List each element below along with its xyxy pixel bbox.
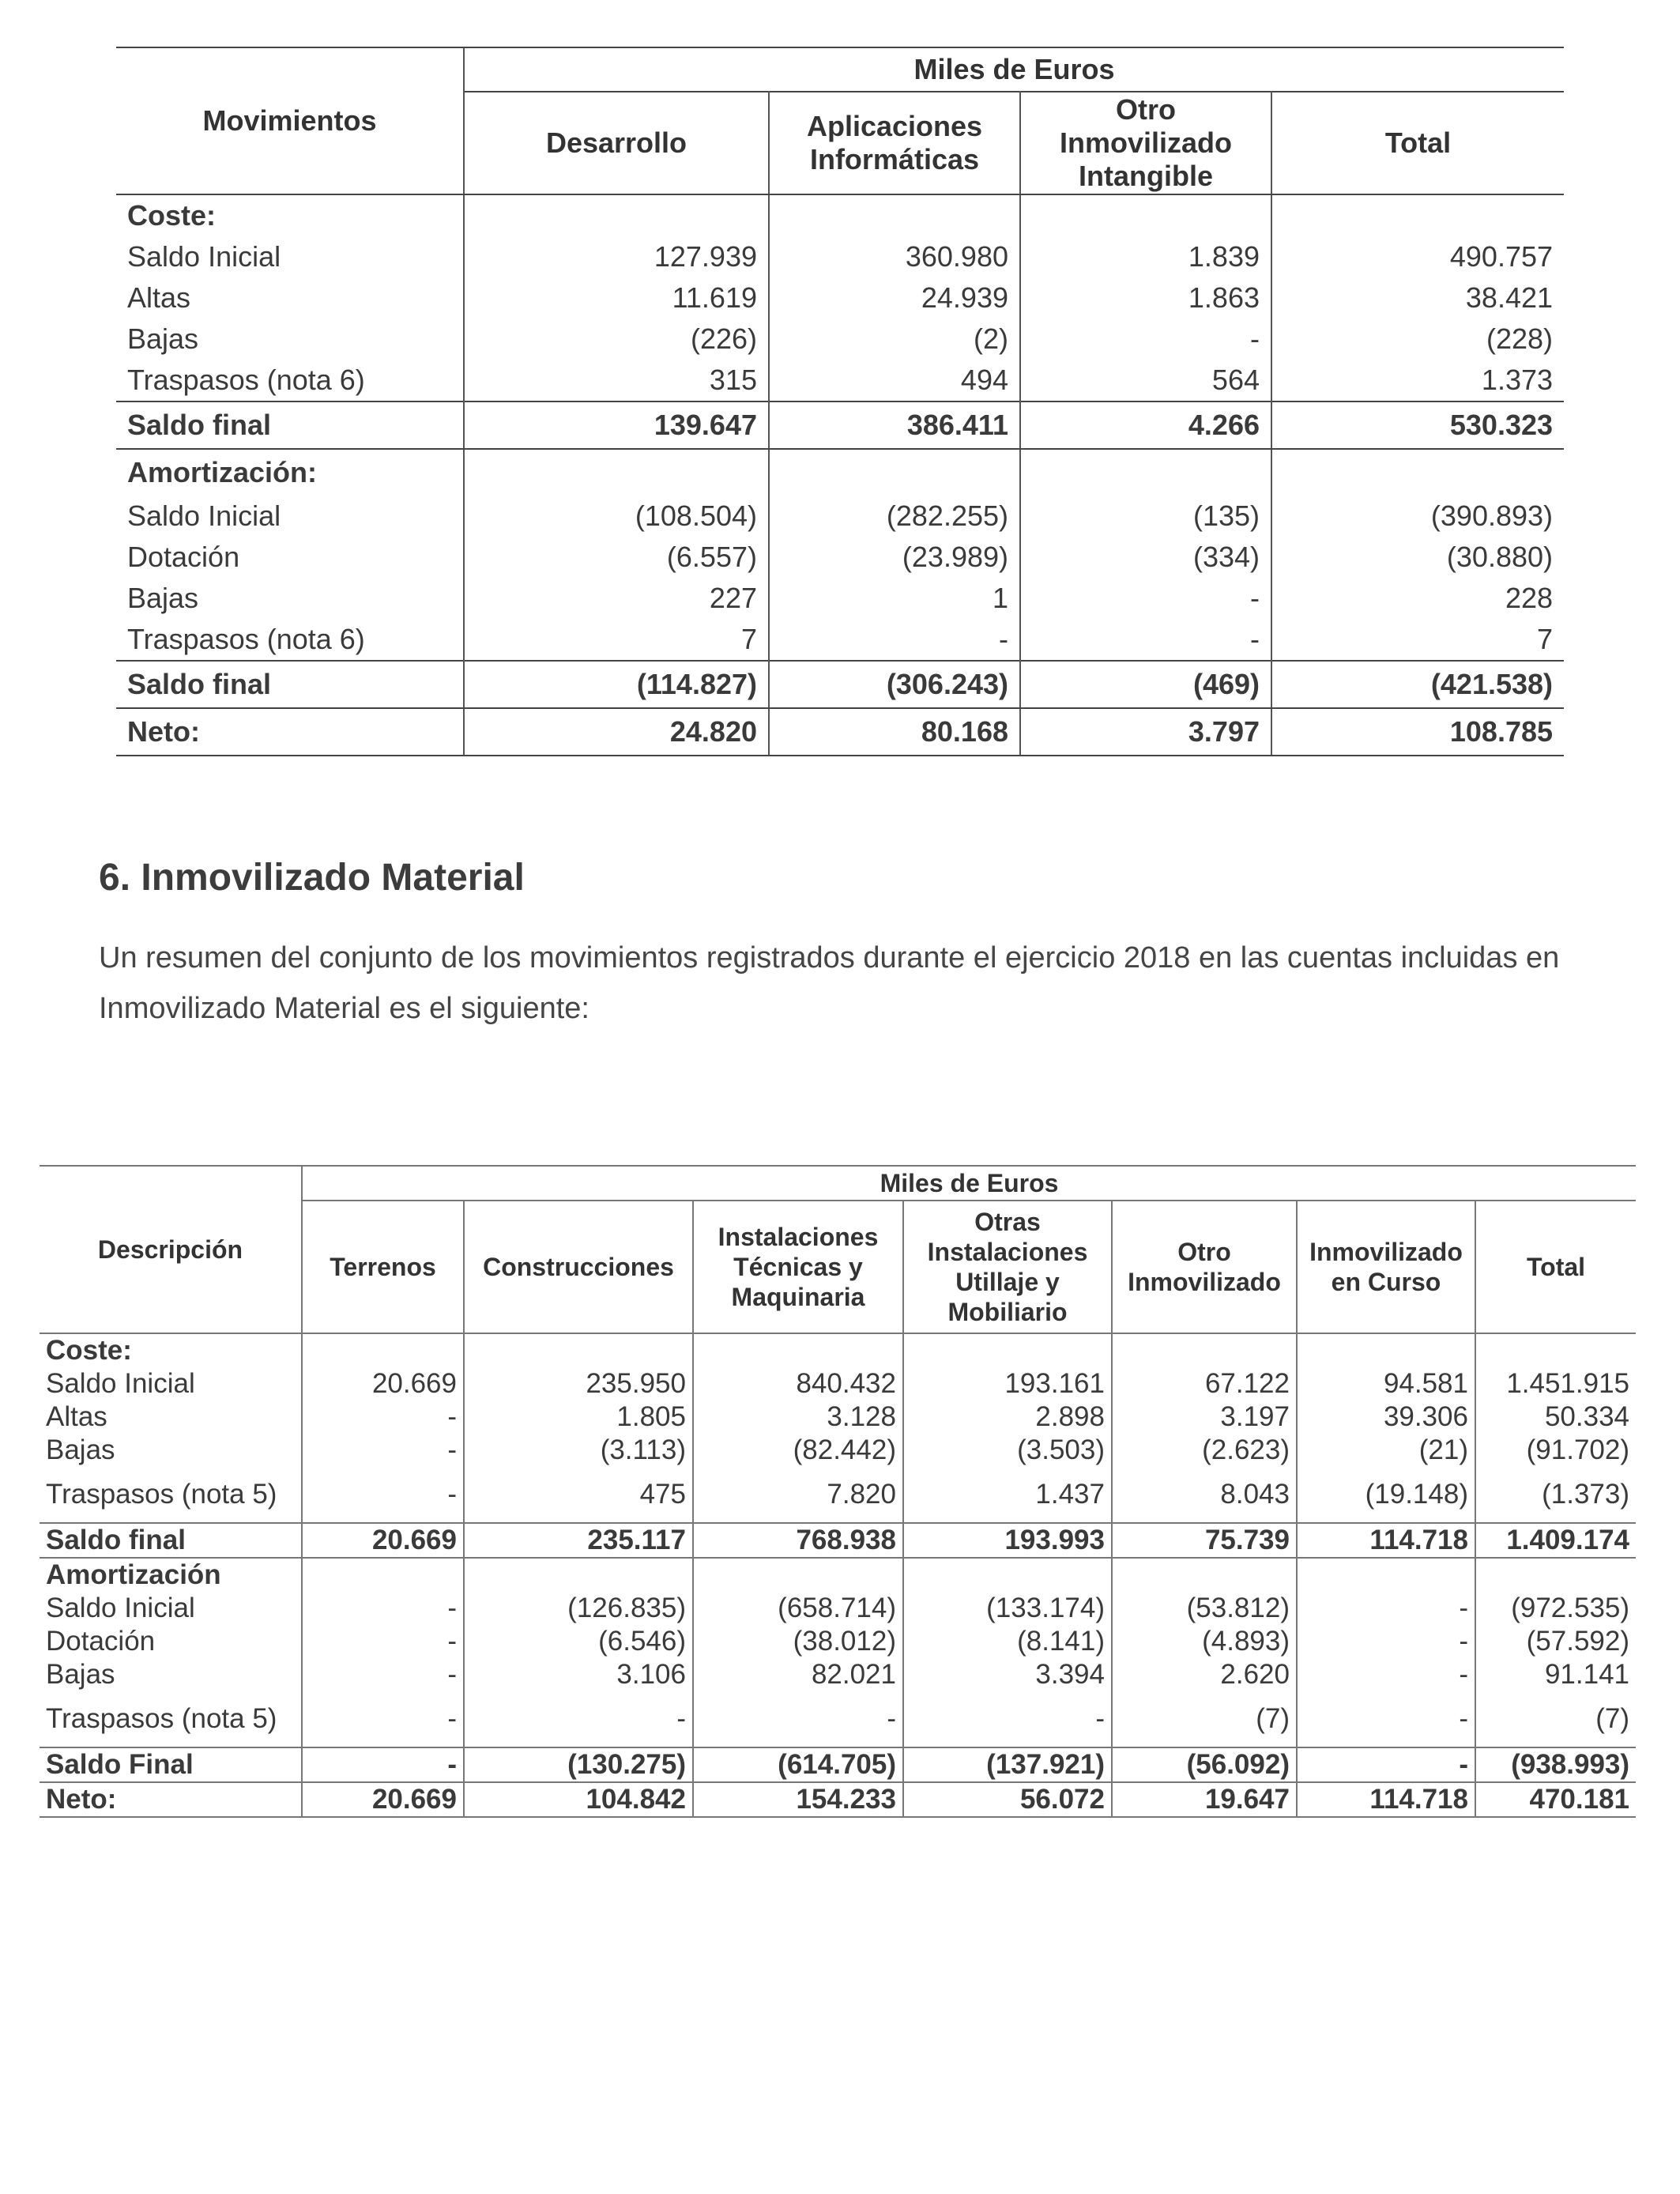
cell: - <box>302 1691 464 1747</box>
cell: 154.233 <box>693 1782 903 1817</box>
col-header-terrenos: Terrenos <box>302 1201 464 1333</box>
cell: 24.820 <box>464 708 769 756</box>
col-header-otro: Otro Inmovilizado Intangible <box>1020 92 1271 194</box>
col-header-instalaciones: Instalaciones Técnicas y Maquinaria <box>693 1201 903 1333</box>
cell: - <box>1297 1592 1475 1625</box>
cell: 114.718 <box>1297 1523 1475 1558</box>
table-row-total <box>116 708 1564 756</box>
cell: - <box>302 1467 464 1523</box>
row-label: Amortización <box>46 1559 221 1590</box>
col-header-total: Total <box>1475 1201 1636 1333</box>
cell: (82.442) <box>693 1434 903 1467</box>
cell: 2.620 <box>1112 1658 1297 1691</box>
cell: 768.938 <box>693 1523 903 1558</box>
table-row-subtotal <box>116 401 1564 449</box>
cell: 20.669 <box>302 1367 464 1400</box>
cell: 7 <box>1271 619 1564 661</box>
cell: 3.128 <box>693 1400 903 1434</box>
cell: (38.012) <box>693 1625 903 1658</box>
row-label: Saldo Inicial <box>46 1368 195 1399</box>
cell: - <box>1020 319 1271 360</box>
table-row <box>40 1625 1636 1658</box>
cell: (2.623) <box>1112 1434 1297 1467</box>
cell: (91.702) <box>1475 1434 1636 1467</box>
cell: 530.323 <box>1271 401 1564 449</box>
cell: 8.043 <box>1112 1467 1297 1523</box>
row-label: Bajas <box>127 582 199 614</box>
cell: 24.939 <box>769 277 1020 319</box>
cell: 1.805 <box>464 1400 693 1434</box>
cell: (133.174) <box>903 1592 1112 1625</box>
cell: (137.921) <box>903 1747 1112 1782</box>
row-label: Traspasos (nota 5) <box>46 1479 277 1510</box>
cell: (2) <box>769 319 1020 360</box>
cell: (1.373) <box>1475 1467 1636 1523</box>
row-label: Saldo Inicial <box>127 240 281 273</box>
cell: - <box>1297 1691 1475 1747</box>
cell: - <box>464 1691 693 1747</box>
cell: (6.546) <box>464 1625 693 1658</box>
table-row-subtotal <box>40 1523 1636 1558</box>
cell: 235.117 <box>464 1523 693 1558</box>
cell: (108.504) <box>464 496 769 537</box>
cell: 2.898 <box>903 1400 1112 1434</box>
row-label: Coste: <box>46 1335 132 1366</box>
row-label: Bajas <box>127 322 199 355</box>
cell: 3.106 <box>464 1658 693 1691</box>
cell: 235.950 <box>464 1367 693 1400</box>
col-header-construcciones: Construcciones <box>464 1201 693 1333</box>
cell: (6.557) <box>464 537 769 578</box>
cell: (3.503) <box>903 1434 1112 1467</box>
row-label: Saldo Inicial <box>127 499 281 532</box>
table-row-total <box>40 1782 1636 1817</box>
row-label: Neto: <box>40 1782 302 1817</box>
cell: 67.122 <box>1112 1367 1297 1400</box>
cell: 227 <box>464 578 769 619</box>
cell: 3.394 <box>903 1658 1112 1691</box>
cell: 360.980 <box>769 236 1020 277</box>
cell: 20.669 <box>302 1782 464 1817</box>
cell: - <box>302 1625 464 1658</box>
table-row <box>40 1592 1636 1625</box>
row-label: Saldo final <box>40 1523 302 1558</box>
col-header-aplicaciones: Aplicaciones Informáticas <box>769 92 1020 194</box>
cell: - <box>1020 578 1271 619</box>
table-row <box>116 496 1564 537</box>
cell: (4.893) <box>1112 1625 1297 1658</box>
row-label: Traspasos (nota 6) <box>127 364 365 396</box>
row-label: Saldo Final <box>40 1747 302 1782</box>
cell: 1 <box>769 578 1020 619</box>
row-label: Dotación <box>46 1626 156 1657</box>
cell: (658.714) <box>693 1592 903 1625</box>
table-row <box>40 1367 1636 1400</box>
col-header-total: Total <box>1271 92 1564 194</box>
header-row-label: Movimientos <box>116 47 464 194</box>
cell: (21) <box>1297 1434 1475 1467</box>
cell: (56.092) <box>1112 1747 1297 1782</box>
cell: 315 <box>464 360 769 401</box>
cell: - <box>302 1434 464 1467</box>
cell: - <box>302 1658 464 1691</box>
table-row <box>116 236 1564 277</box>
cell: 19.647 <box>1112 1782 1297 1817</box>
table-row <box>116 319 1564 360</box>
cell: - <box>1297 1747 1475 1782</box>
row-label: Dotación <box>127 541 240 573</box>
cell: (7) <box>1112 1691 1297 1747</box>
cell: (306.243) <box>769 661 1020 708</box>
cell: (126.835) <box>464 1592 693 1625</box>
cell: 94.581 <box>1297 1367 1475 1400</box>
table-row <box>116 277 1564 319</box>
cell: 494 <box>769 360 1020 401</box>
cell: - <box>302 1747 464 1782</box>
cell: (130.275) <box>464 1747 693 1782</box>
cell: 91.141 <box>1475 1658 1636 1691</box>
cell: 386.411 <box>769 401 1020 449</box>
cell: 82.021 <box>693 1658 903 1691</box>
cell: 108.785 <box>1271 708 1564 756</box>
cell: 56.072 <box>903 1782 1112 1817</box>
cell: (938.993) <box>1475 1747 1636 1782</box>
cell: - <box>1020 619 1271 661</box>
cell: - <box>1297 1625 1475 1658</box>
cell: 38.421 <box>1271 277 1564 319</box>
cell: 114.718 <box>1297 1782 1475 1817</box>
cell: - <box>302 1592 464 1625</box>
row-label: Bajas <box>46 1434 115 1465</box>
col-header-desarrollo: Desarrollo <box>464 92 769 194</box>
cell: 50.334 <box>1475 1400 1636 1434</box>
col-header-otras-instalaciones: Otras Instalaciones Utillaje y Mobiliario <box>903 1201 1112 1333</box>
cell: 80.168 <box>769 708 1020 756</box>
row-label: Altas <box>127 281 191 314</box>
table-row <box>116 537 1564 578</box>
cell: - <box>1297 1658 1475 1691</box>
table-row <box>116 449 1564 496</box>
cell: 564 <box>1020 360 1271 401</box>
cell: 139.647 <box>464 401 769 449</box>
cell: (19.148) <box>1297 1467 1475 1523</box>
cell: (3.113) <box>464 1434 693 1467</box>
cell: 3.797 <box>1020 708 1271 756</box>
cell: 228 <box>1271 578 1564 619</box>
cell: (30.880) <box>1271 537 1564 578</box>
cell: - <box>693 1691 903 1747</box>
table-row-subtotal <box>116 661 1564 708</box>
row-label: Bajas <box>46 1659 115 1690</box>
cell: 3.197 <box>1112 1400 1297 1434</box>
cell: 193.993 <box>903 1523 1112 1558</box>
cell: (57.592) <box>1475 1625 1636 1658</box>
cell: - <box>903 1691 1112 1747</box>
cell: 193.161 <box>903 1367 1112 1400</box>
header-group: Miles de Euros <box>302 1166 1636 1201</box>
cell: 1.437 <box>903 1467 1112 1523</box>
header-group: Miles de Euros <box>464 47 1564 92</box>
cell: 11.619 <box>464 277 769 319</box>
table-row <box>116 194 1564 236</box>
table-row <box>40 1691 1636 1747</box>
cell: 104.842 <box>464 1782 693 1817</box>
row-label: Traspasos (nota 5) <box>46 1703 277 1734</box>
cell: - <box>302 1400 464 1434</box>
cell: (228) <box>1271 319 1564 360</box>
section-paragraph: Un resumen del conjunto de los movimientos registrados durante el ejercicio 2018 en las cuentas incluidas en Inmovilizado Material es el siguiente: <box>99 941 1560 1025</box>
cell: 20.669 <box>302 1523 464 1558</box>
table-row <box>116 619 1564 661</box>
cell: (469) <box>1020 661 1271 708</box>
col-header-en-curso: Inmovilizado en Curso <box>1297 1201 1475 1333</box>
cell: 7 <box>464 619 769 661</box>
cell: 4.266 <box>1020 401 1271 449</box>
row-label: Saldo final <box>116 401 464 449</box>
cell: 840.432 <box>693 1367 903 1400</box>
cell: 39.306 <box>1297 1400 1475 1434</box>
cell: (114.827) <box>464 661 769 708</box>
table-row <box>40 1467 1636 1523</box>
table-row <box>40 1434 1636 1467</box>
cell: 475 <box>464 1467 693 1523</box>
cell: (135) <box>1020 496 1271 537</box>
row-label: Saldo final <box>116 661 464 708</box>
cell: 490.757 <box>1271 236 1564 277</box>
cell: (23.989) <box>769 537 1020 578</box>
cell: 127.939 <box>464 236 769 277</box>
cell: (334) <box>1020 537 1271 578</box>
tangible-assets-table <box>40 1165 1636 1818</box>
cell: (614.705) <box>693 1747 903 1782</box>
table-row <box>40 1558 1636 1592</box>
cell: (390.893) <box>1271 496 1564 537</box>
header-row-label: Descripción <box>40 1166 302 1333</box>
cell: 470.181 <box>1475 1782 1636 1817</box>
table-row <box>40 1400 1636 1434</box>
row-label: Neto: <box>116 708 464 756</box>
cell: 1.409.174 <box>1475 1523 1636 1558</box>
table-row <box>40 1658 1636 1691</box>
table-row <box>116 578 1564 619</box>
cell: (972.535) <box>1475 1592 1636 1625</box>
cell: 1.839 <box>1020 236 1271 277</box>
cell: (226) <box>464 319 769 360</box>
col-header-otro-inmovilizado: Otro Inmovilizado <box>1112 1201 1297 1333</box>
table-row-subtotal <box>40 1747 1636 1782</box>
row-label: Traspasos (nota 6) <box>127 623 365 655</box>
row-label: Coste: <box>127 199 217 232</box>
table-row <box>116 360 1564 401</box>
intangible-assets-table <box>116 47 1564 756</box>
row-label: Saldo Inicial <box>46 1593 195 1623</box>
cell: 1.373 <box>1271 360 1564 401</box>
section-title: 6. Inmovilizado Material <box>99 857 525 899</box>
cell: 75.739 <box>1112 1523 1297 1558</box>
cell: (282.255) <box>769 496 1020 537</box>
row-label: Amortización: <box>127 456 318 488</box>
row-label: Altas <box>46 1401 107 1432</box>
cell: - <box>769 619 1020 661</box>
cell: (53.812) <box>1112 1592 1297 1625</box>
cell: 7.820 <box>693 1467 903 1523</box>
table-row <box>40 1333 1636 1367</box>
cell: 1.863 <box>1020 277 1271 319</box>
cell: (8.141) <box>903 1625 1112 1658</box>
cell: (421.538) <box>1271 661 1564 708</box>
cell: (7) <box>1475 1691 1636 1747</box>
cell: 1.451.915 <box>1475 1367 1636 1400</box>
